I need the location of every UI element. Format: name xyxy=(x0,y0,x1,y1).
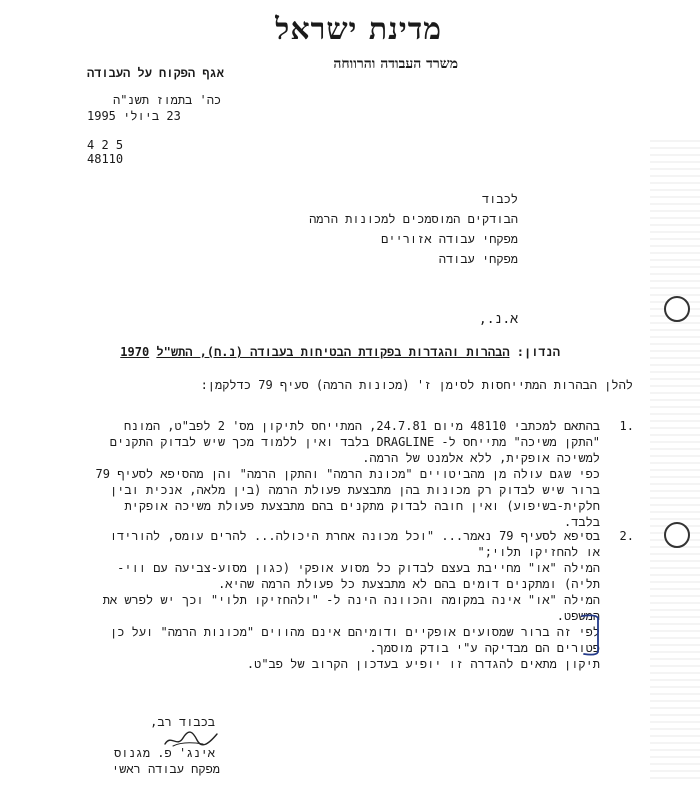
signer-title: מפקח עבודה ראשי xyxy=(111,762,220,776)
subject-text: הבהרות והגדרות בפקודת הבטיחות בעבודה (נ.ח), התש"ל xyxy=(156,345,510,359)
ministry-name: משרד העבודה והרווחה xyxy=(333,56,458,72)
signer-name: אינג' פ. מגנוס xyxy=(114,746,215,760)
addressee-line: מפקחי עבודה אזוריים xyxy=(381,232,518,246)
state-title: מדינת ישראל xyxy=(275,12,442,47)
paragraph-line: או להחזיקו תלוי;" xyxy=(477,545,600,559)
binder-hole-bottom xyxy=(664,522,690,548)
greeting: א.נ., xyxy=(478,312,518,327)
paragraph-line: חלקית-בשיפוע) ואין חובה לבדוק מתקנים בהם מתבצעת פעולת משיכה אופקית xyxy=(124,499,600,513)
subject-year: 1970 xyxy=(120,345,150,359)
date-gregorian: 23 ביולי 1995 xyxy=(87,109,181,123)
closing: בכבוד רב, xyxy=(150,715,215,729)
paragraph-line: המילה "או" מחייבת בעצם לבדוק כל מסוע אופקי (כגון מסוע-צביעה עם ווי- xyxy=(117,561,600,575)
paragraph-line: "התקן משיכה" מתייחס ל- DRAGLINE בלבד ואין ללמוד מכך שיש לבדוק התקנים xyxy=(109,435,600,449)
reference-number-1: 4 2 5 xyxy=(87,138,124,152)
subject-line xyxy=(120,345,560,360)
paragraph-number: .1 xyxy=(619,419,634,433)
paragraph-line: פטורים הם מבדיקה ע"י בודק מוסמך. xyxy=(369,641,600,655)
paragraph-line: בהתאם למכתבי 48110 מיום 24.7.81, המתייחס לתיקון מס' 2 לפב"ט, המונח xyxy=(124,419,600,433)
paragraph-line: כפי שגם עולה מן מהביטויים "מכונת הרמה" והתקן הרמה" והן מהסיפא לסעיף 79 xyxy=(95,467,600,481)
paragraph-line: תליה) ומתקנים דומים בהם לא מתבצעת כל פעולת הרמה שהיא. xyxy=(218,577,600,591)
binder-hole-top xyxy=(664,296,690,322)
paragraph-line: בלבד. xyxy=(563,515,600,529)
department-name: אגף הפקוח על העבודה xyxy=(87,66,224,80)
paragraph-line: ברור שיש לבדוק רק מכונות בהן מתבצעת פעולת הרמה (בין מלאה, אנכית ובין xyxy=(109,483,600,497)
reference-number-2: 48110 xyxy=(87,152,124,166)
addressee-line: מפקחי עבודה xyxy=(438,252,518,266)
subject-label: הנדון: xyxy=(516,345,560,359)
scan-edge-noise xyxy=(650,140,700,780)
paragraph-2 xyxy=(70,528,634,672)
paragraph-line: המשפט. xyxy=(556,609,600,623)
paragraph-line: לפי זה ברור שמסועים אופקיים ודומיהם אינם מהווים "מכונות הרמה" ועל כן xyxy=(110,625,600,639)
intro-text: להלן הבהרות המתייחסות לסימן ז' (מכונות הרמה) סעיף 79 כדלקמן: xyxy=(200,378,633,392)
addressee-line: הבודקים המוסמכים למכונות הרמה xyxy=(309,212,518,226)
addressee-line: לכבוד xyxy=(481,192,518,206)
paragraph-1 xyxy=(70,418,634,530)
paragraph-line: למשיכה אופקית, ללא אלמנט של הרמה. xyxy=(362,451,600,465)
paragraph-line: בסיפא לסעיף 79 נאמר... "וכל מכונה אחרת היכולה... להרים עומס, להורידו xyxy=(109,529,600,543)
date-hebrew: כה' בתמוז תשנ"ה xyxy=(113,93,222,107)
paragraph-number: .2 xyxy=(619,529,634,543)
handwritten-bracket xyxy=(578,614,608,656)
paragraph-line: תיקון מתאים להגדרה זו יופיע בעדכון הקרוב של פב"ט. xyxy=(246,657,600,671)
paragraph-line: המילה "או" אינה במקומה והכוונה הינה ל- "ולהחזיקו תלוי" וכך יש לפרש את xyxy=(102,593,600,607)
